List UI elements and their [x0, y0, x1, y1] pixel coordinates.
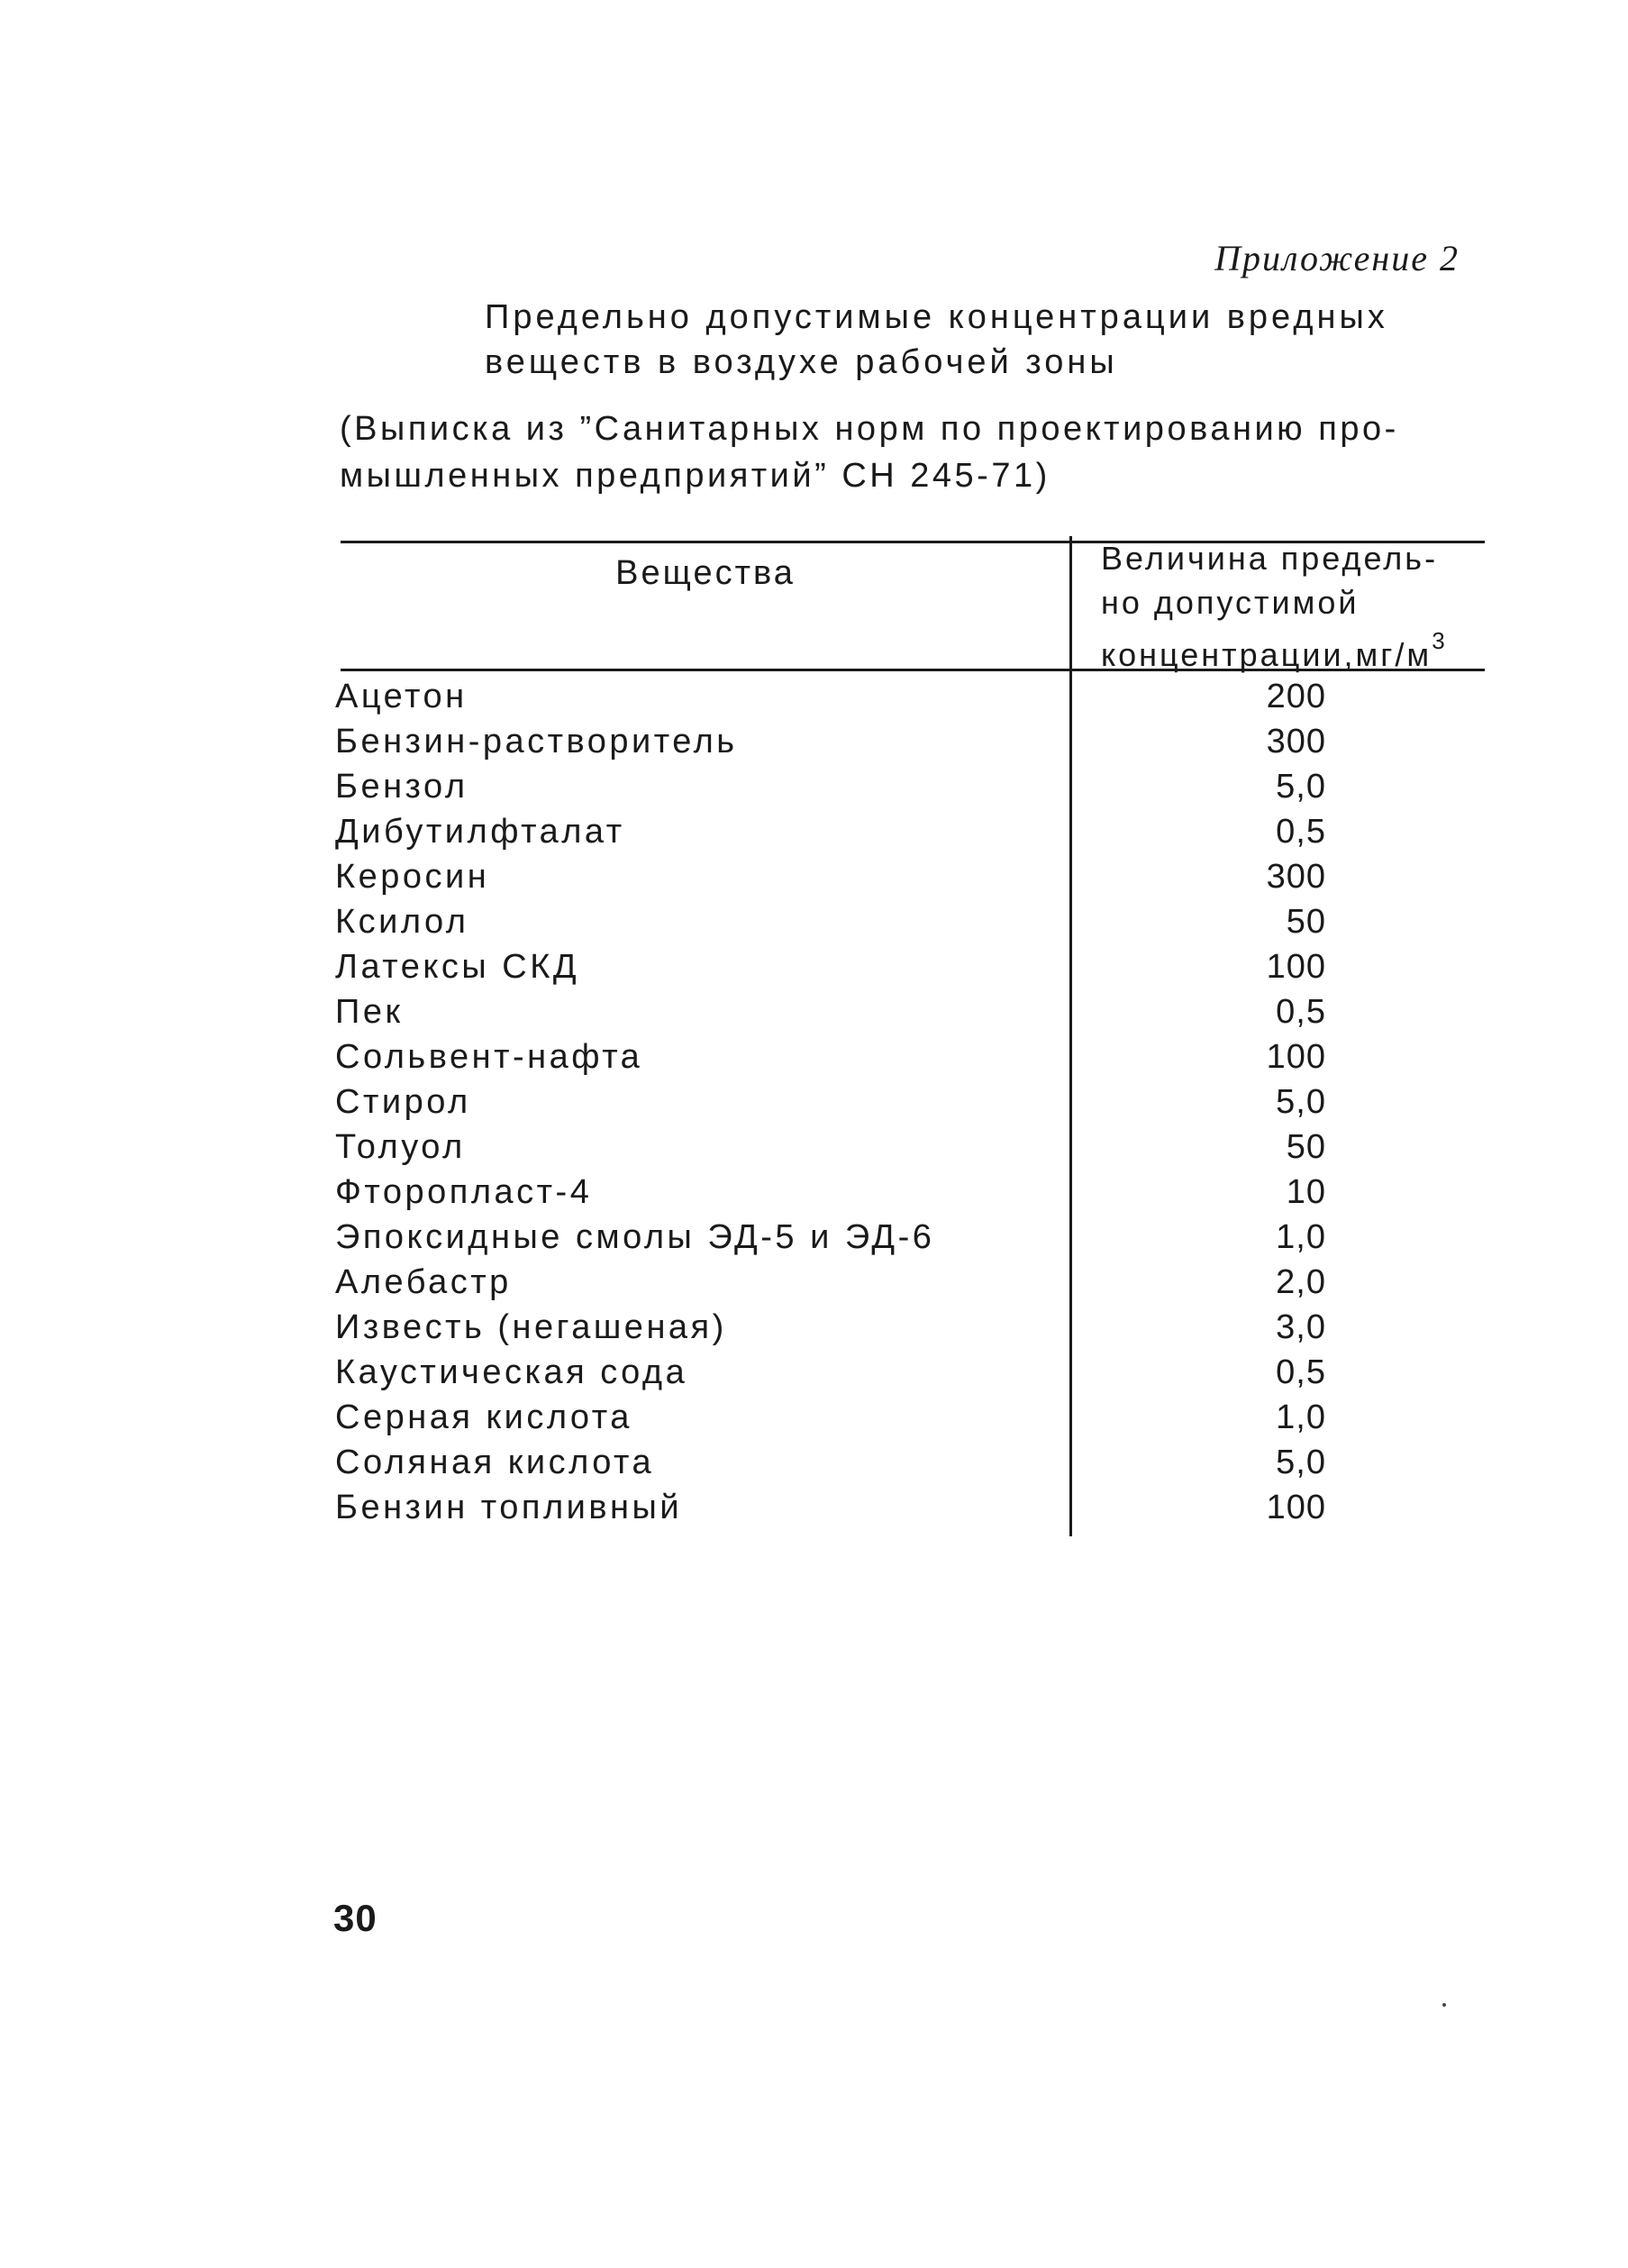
- table-row: [335, 766, 1506, 811]
- table-row: [335, 1171, 1506, 1216]
- substance-name: Каустическая сода: [335, 1353, 688, 1391]
- header-value-line-3: [1101, 624, 1488, 677]
- table-row: [335, 946, 1506, 991]
- substance-name: Фторопласт-4: [335, 1173, 593, 1211]
- substance-name: Ксилол: [335, 903, 469, 941]
- table-row: [335, 856, 1506, 901]
- title-line-1: Предельно допустимые концентрации вредных: [485, 298, 1388, 336]
- substance-name: Бензин-растворитель: [335, 723, 738, 761]
- concentration-value: 1,0: [1276, 1218, 1326, 1256]
- header-value-unit: концентрации,мг/м: [1101, 636, 1432, 673]
- concentration-value: 2,0: [1276, 1263, 1326, 1301]
- concentration-value: 100: [1266, 1489, 1326, 1526]
- table-row: [335, 1397, 1506, 1442]
- concentration-value: 100: [1266, 948, 1326, 986]
- substance-name: Серная кислота: [335, 1398, 632, 1436]
- table-row: [335, 721, 1506, 766]
- subtitle-line-1: (Выписка из ”Санитарных норм по проектированию про-: [340, 410, 1399, 448]
- substance-name: Толуол: [335, 1128, 466, 1166]
- table-row: [335, 811, 1506, 856]
- concentration-value: 200: [1266, 678, 1326, 715]
- subtitle-line-2: мышленных предприятий” СН 245-71): [340, 457, 1050, 495]
- table-row: [335, 901, 1506, 946]
- table-row: [335, 1262, 1506, 1307]
- substance-name: Ацетон: [335, 678, 468, 715]
- concentration-value: 5,0: [1276, 1083, 1326, 1121]
- table-row: [335, 1126, 1506, 1171]
- substance-name: Эпоксидные смолы ЭД-5 и ЭД-6: [335, 1218, 935, 1256]
- header-value: [1101, 536, 1488, 677]
- concentration-value: 1,0: [1276, 1398, 1326, 1436]
- substance-name: Керосин: [335, 858, 490, 896]
- table-row: [335, 1036, 1506, 1081]
- substance-name: Известь (негашеная): [335, 1308, 727, 1346]
- table-row: [335, 1216, 1506, 1262]
- table-row: [335, 1081, 1506, 1126]
- header-value-line-2: но допустимой: [1101, 584, 1360, 621]
- page-number: 30: [333, 1897, 377, 1939]
- substance-name: Пек: [335, 993, 404, 1031]
- concentration-value: 100: [1266, 1038, 1326, 1076]
- appendix-label: Приложение 2: [1214, 238, 1460, 278]
- table-row: [335, 991, 1506, 1036]
- substance-name: Бензол: [335, 768, 468, 806]
- title-line-2: веществ в воздухе рабочей зоны: [485, 343, 1118, 381]
- concentration-value: 0,5: [1276, 1353, 1326, 1391]
- table-row: [335, 676, 1506, 721]
- substance-name: Дибутилфталат: [335, 813, 625, 851]
- substance-name: Алебастр: [335, 1263, 512, 1301]
- concentration-value: 0,5: [1276, 993, 1326, 1031]
- substance-name: Бензин топливный: [335, 1489, 683, 1526]
- substance-name: Латексы СКД: [335, 948, 580, 986]
- concentration-value: 5,0: [1276, 768, 1326, 806]
- concentration-value: 300: [1266, 858, 1326, 896]
- concentration-value: 300: [1266, 723, 1326, 761]
- table-row: [335, 1442, 1506, 1487]
- concentration-value: 0,5: [1276, 813, 1326, 851]
- table-row: [335, 1487, 1506, 1532]
- concentration-value: 3,0: [1276, 1308, 1326, 1346]
- substance-name: Сольвент-нафта: [335, 1038, 643, 1076]
- substance-name: Соляная кислота: [335, 1444, 655, 1481]
- concentration-value: 50: [1286, 903, 1326, 941]
- table-row: [335, 1307, 1506, 1352]
- concentration-value: 10: [1286, 1173, 1326, 1211]
- concentration-value: 5,0: [1276, 1444, 1326, 1481]
- concentration-value: 50: [1286, 1128, 1326, 1166]
- header-substance: Вещества: [615, 554, 796, 592]
- header-value-superscript: 3: [1432, 627, 1448, 654]
- scan-speck: [1442, 2003, 1446, 2007]
- document-title: [485, 295, 1476, 385]
- header-value-line-1: Величина предель-: [1101, 540, 1439, 577]
- document-subtitle: [340, 405, 1511, 499]
- table-row: [335, 1352, 1506, 1397]
- substance-name: Стирол: [335, 1083, 471, 1121]
- table-body: [335, 676, 1506, 1532]
